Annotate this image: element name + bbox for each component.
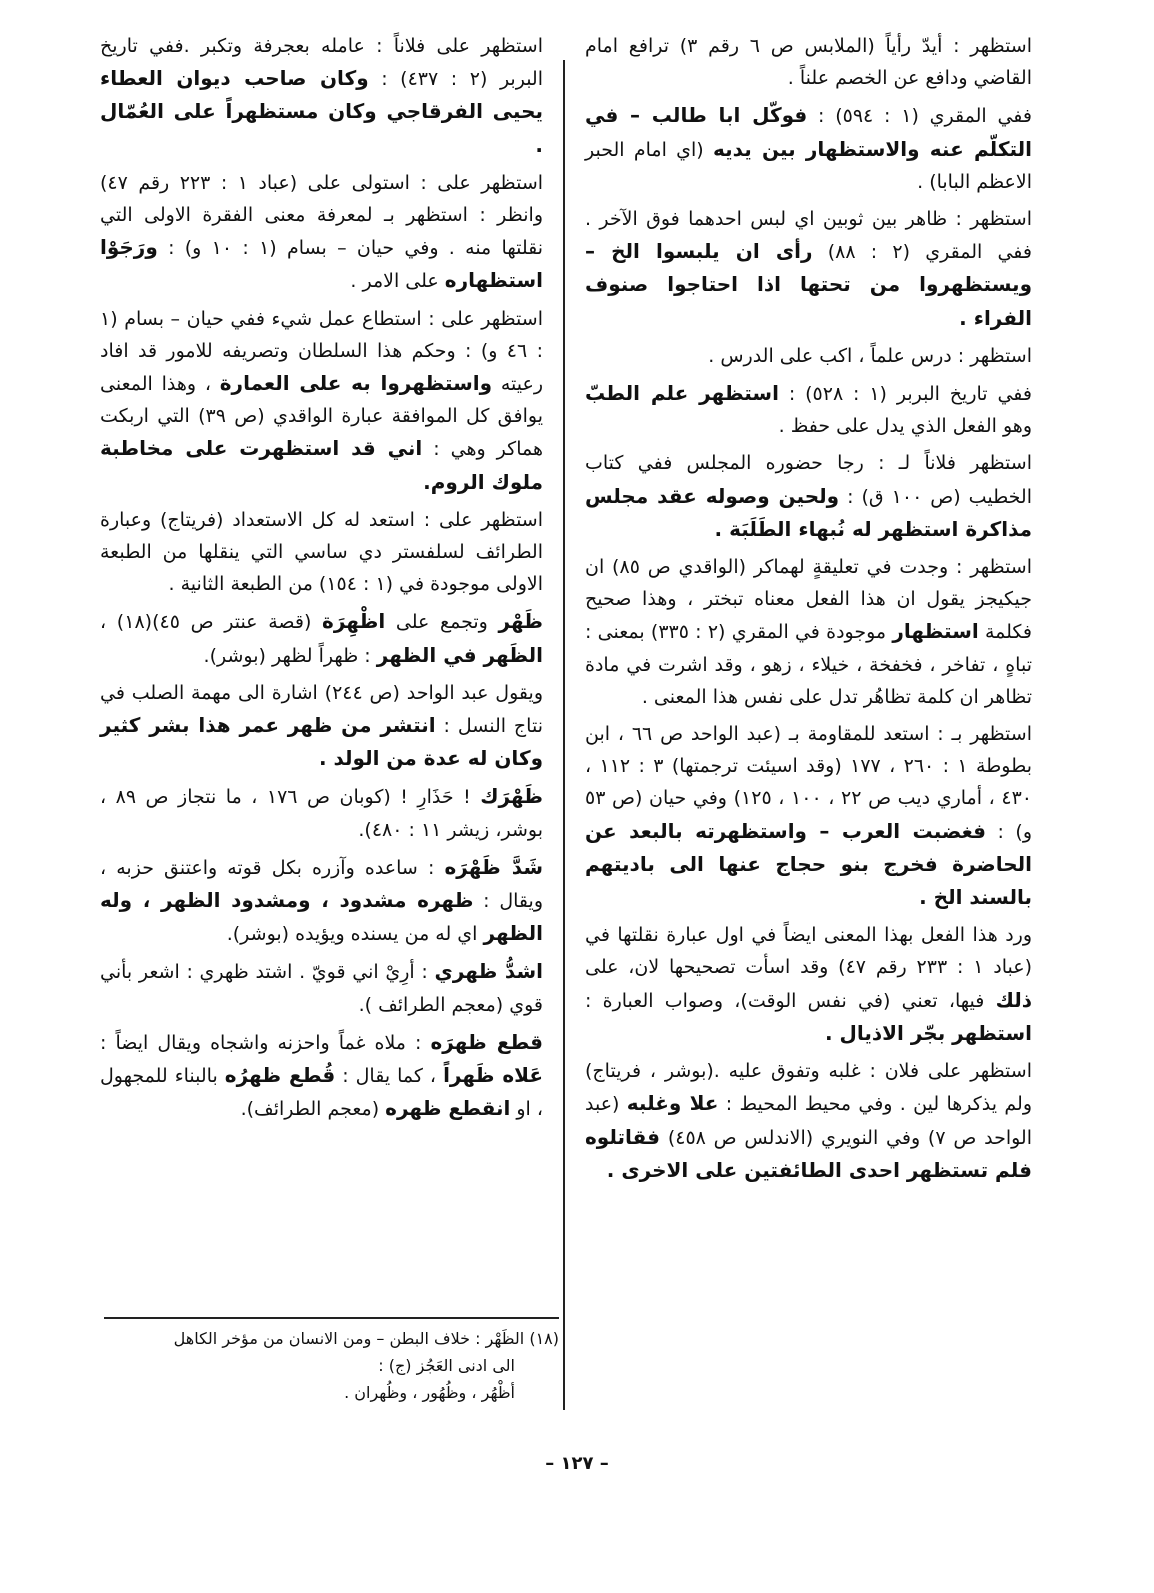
text-run: استظهر : وجدت في تعليقةٍ لهماكر (الواقدي ص ٨٥) ان جيكيجز يقول ان هذا الفعل معناه تبختر ، وهذا صحيح فكلمة [585,556,1033,644]
paragraph [100,504,543,601]
column-divider [563,60,565,1410]
text-run: (عبد الواحد ص ٧) وفي النويري (الاندلس ص ٤٥٨) [585,1093,1032,1149]
text-run: ورد هذا الفعل بهذا المعنى ايضاً في اول عبارة نقلتها في (عباد ١ : ٢٣٣ رقم ٤٧) وقد اسأت تصحيحها لان، على [585,924,1032,979]
text-run: فيها، تعني (في نفس الوقت)، وصواب العبارة : [585,989,996,1012]
bold-quote: واستظهروا به على العمارة [219,371,493,396]
text-run: (معجم الطرائف). [240,1098,386,1121]
bold-quote: اشدُّ ظهري [434,959,543,984]
bold-quote: ظَهْر [498,609,543,634]
paragraph [585,718,1032,914]
bold-quote: اني قد استظهرت على مخاطبة ملوك الروم. [100,436,543,494]
footnote-line: أظْهُر ، وظُهُور ، وظُهران . [344,1383,515,1402]
paragraph [585,203,1032,335]
text-run: ففي تاريخ البربر (١ : ٥٢٨) : [778,383,1032,406]
paragraph [100,1026,543,1126]
text-run: استظهر فلاناً لـ : رجا حضوره المجلس ففي كتاب الخطيب (ص ١٠٠ ق) : [585,452,1032,508]
paragraph [100,303,543,499]
paragraph [100,167,543,298]
paragraph [585,551,1032,713]
text-run: (قصة عنتر ص ٤٥)(١٨) ، [100,611,323,634]
bold-quote: ظهره مشدود ، ومشدود الظهر ، وله الظهر [100,888,543,946]
text-run: استظهر : ظاهر بين ثوبين اي لبس احدهما فوق الآخر . ففي المقري (٢ : ٨٨) [585,208,1033,264]
bold-quote: قطع ظهرَه [430,1029,543,1054]
footnote [104,1325,559,1406]
bold-quote: استظهر بجّر الاذيال . [824,1020,1032,1045]
footnote-line: (١٨) الظَهْر : خلاف البطن – ومن الانسان من مؤخر الكاهل [173,1329,559,1348]
right-column [585,30,1032,1192]
bold-quote: استظهر علم الطبّ [585,381,779,406]
text-run: على الامر . [350,270,445,293]
paragraph [100,677,543,776]
bold-quote: علا وغلبه [626,1091,719,1116]
text-run: استظهر : درس علماً ، اكب على الدرس . [708,344,1032,367]
text-run: : ظهراً لظهر (بوشر). [203,644,377,667]
bold-quote: رأى ان يلبسوا الخ – ويستظهروا من تحتها اذا احتاجوا صنوف الفراء . [585,239,1032,330]
paragraph [100,851,543,951]
paragraph [585,377,1032,442]
text-run: وتجمع على [385,611,499,634]
paragraph [585,447,1032,546]
bold-quote: ولحين وصوله عقد مجلس مذاكرة استظهر له نُبهاء الطَلَبَة . [585,483,1032,541]
text-run: استظهر : أيدّ رأياً (الملابس ص ٦ رقم ٣) ترافع امام القاضي ودافع عن الخصم علناً . [585,35,1033,90]
text-run: موجودة في المقري (٢ : ٣٣٥) بمعنى : تباهٍ ، تفاخر ، فخفخة ، خيلاء ، زهو ، وقد اشرت في مادة تظاهر ان كلمة تظاهُر تدل على نفس هذا المعنى . [585,621,1032,708]
paragraph [100,30,543,162]
bold-quote: اظْهِرَة [322,609,386,634]
text-run: (اي امام الحبر الاعظم البابا) . [585,138,1032,193]
text-run: استظهر على : استعد له كل الاستعداد (فريتاج) وعبارة الطرائف لسلفستر دي ساسي التي ينقلها من الطبعة الاولى موجودة في (١ : ١٥٤) من الطبعة الثانية . [100,508,543,596]
bold-quote: انقطع ظهره [385,1096,511,1121]
paragraph [585,340,1032,372]
text-run: ويقول عبد الواحد (ص ٢٤٤) اشارة الى مهمة الصلب في نتاج النسل : [100,681,543,738]
bold-quote: الظَهر في الظهر [376,642,543,667]
text-run: ففي المقري (١ : ٥٩٤) : [807,105,1032,128]
text-run: بالبناء للمجهول ، او [100,1065,543,1121]
paragraph [585,99,1032,198]
page-number: – ١٢٧ – [545,1453,609,1474]
text-run: استظهر على : استطاع عمل شيء ففي حيان – بسام (١ : ٤٦ و) : وحكم هذا السلطان وتصريفه للامور قد افاد رعيته [100,307,543,396]
bold-quote: فوكّل ابا طالب – في التكلّم عنه والاستظهار بين يديه [585,103,1032,161]
bold-quote: فقاتلوه فلم تستظهر احدى الطائفتين على الاخرى . [585,1124,1032,1182]
paragraph [100,605,543,671]
text-run: ، كما يقال : [335,1065,444,1088]
bold-quote: ذلك [995,987,1032,1012]
bold-quote: عَلاه ظَهراً [443,1063,543,1088]
bold-quote: استظهار [892,619,979,644]
footnote-line: الى ادنى العَجُز (ج) : [378,1356,515,1375]
bold-quote: فغضبت العرب – واستظهرته بالبعد عن الحاضرة فخرج بنو حجاج عنها الى باديتهم بالسند الخ . [585,818,1032,910]
footnote-separator [104,1317,559,1319]
text-run: اي له من يسنده ويؤيده (بوشر). [226,923,484,946]
bold-quote: وكان صاحب ديوان العطاء يحيى الفرقاجي وكان مستظهراً على العُمّال . [100,66,543,157]
text-run: : ساعده وآزره بكل قوته واعتنق حزبه ، ويقال : [100,856,543,913]
bold-quote: شَدَّ ظَهْرَه [444,854,543,879]
bold-quote: قُطع ظهرُه [224,1063,336,1088]
left-column [100,30,543,1131]
text-run: ! حَذَارِ ! (كوبان ص ١٧٦ ، ما نتجاز ص ٨٩ ، بوشر، زيشر ١١ : ٤٨٠). [100,786,543,841]
text-run: استظهر بـ : استعد للمقاومة بـ (عبد الواحد ص ٦٦ ، ابن بطوطة ١ : ٢٦٠ ، ١٧٧ (وقد اسيئت ترجمتها) ٣ : ١١٢ ، ٤٣٠ ، أماري ديب ص ٢٢ ، ١٠٠ ، ١٢٥) وفي حيان (ص ٥٣ و) : [585,723,1032,843]
paragraph [100,780,543,845]
paragraph [100,955,543,1020]
text-run: استظهر على فلاناً : عامله بعجرفة وتكبر .ففي تاريخ البربر (٢ : ٤٣٧) : [100,35,544,91]
text-run: وهو الفعل الذي يدل على حفظ . [778,415,1032,438]
bold-quote: ظَهْرَك [480,784,544,809]
paragraph [585,1055,1032,1187]
bold-quote: انتشر من ظهر عمر هذا بشر كثير وكان له عدة من الولد . [100,713,543,771]
paragraph [585,30,1032,94]
bold-quote: ورَجَوْا استظهاره [100,235,543,293]
text-run: ، وهذا المعنى يوافق كل الموافقة عبارة الواقدي (ص ٣٩) التي اربكت هماكر وهي : [100,373,544,461]
text-run: : أرِيْ اني قويّ . اشتد ظهري : اشعر بأني قوي (معجم الطرائف ). [100,961,543,1016]
paragraph [585,919,1032,1050]
text-run: : ملاه غماً واحزنه واشجاه ويقال ايضاً : [100,1031,431,1054]
text-run: استظهر على : استولى على (عباد ١ : ٢٢٣ رقم ٤٧) وانظر : استظهر بـ لمعرفة معنى الفقرة الاولى التي نقلتها منه . وفي حيان – بسام (١ : ١٠ و) : [100,171,544,260]
text-run: استظهر على فلان : غلبه وتفوق عليه .(بوشر ، فريتاج) ولم يذكرها لين . وفي محيط المحيط : [585,1060,1032,1116]
